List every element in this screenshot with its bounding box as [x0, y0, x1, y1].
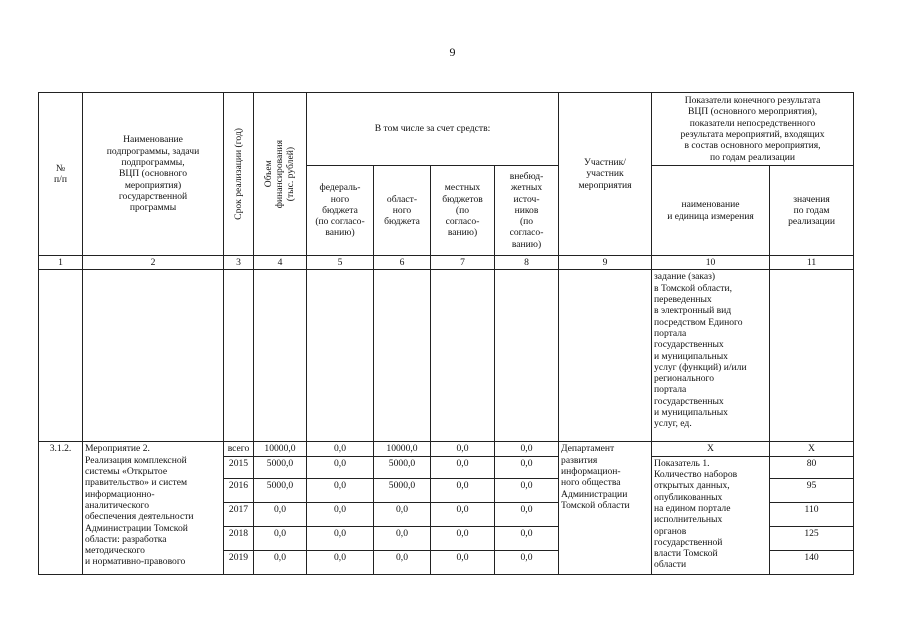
volume-cell: 10000,0	[254, 442, 307, 456]
continuation-row	[39, 270, 854, 442]
local-cell: 0,0	[431, 502, 495, 526]
header-period	[224, 93, 254, 256]
column-number: 4	[254, 256, 307, 270]
indicator-value: 95	[770, 478, 854, 502]
year-cell: 2018	[224, 526, 254, 550]
regional-cell: 10000,0	[374, 442, 431, 456]
table-row	[39, 442, 854, 456]
column-number: 1	[39, 256, 83, 270]
indicator-name: Показатель 1. Количество наборов открытых данных, опубликованных на едином портале исполнительных органов государственной власти Томской области	[652, 456, 770, 574]
header-indicator-name: наименование и единица измерения	[652, 166, 770, 256]
local-cell: 0,0	[431, 526, 495, 550]
year-cell: 2017	[224, 502, 254, 526]
extrabudget-cell: 0,0	[495, 478, 559, 502]
federal-cell: 0,0	[307, 442, 374, 456]
column-number: 9	[559, 256, 652, 270]
local-cell: 0,0	[431, 442, 495, 456]
federal-cell: 0,0	[307, 478, 374, 502]
header-name: Наименование подпрограммы, задачи подпрограммы, ВЦП (основного мероприятия) государственной программы	[83, 93, 224, 256]
federal-cell: 0,0	[307, 456, 374, 478]
volume-cell: 0,0	[254, 502, 307, 526]
extrabudget-cell: 0,0	[495, 456, 559, 478]
column-number: 11	[770, 256, 854, 270]
column-number: 2	[83, 256, 224, 270]
local-cell: 0,0	[431, 550, 495, 574]
indicator-total-mark: X	[652, 442, 770, 456]
header-regional: област- ного бюджета	[374, 166, 431, 256]
activity-number: 3.1.2.	[39, 442, 83, 574]
federal-cell: 0,0	[307, 526, 374, 550]
volume-cell: 0,0	[254, 526, 307, 550]
year-cell: 2016	[224, 478, 254, 502]
header-participant: Участник/ участник мероприятия	[559, 93, 652, 256]
indicator-total-value: X	[770, 442, 854, 456]
column-number: 10	[652, 256, 770, 270]
volume-cell: 0,0	[254, 550, 307, 574]
regional-cell: 0,0	[374, 526, 431, 550]
year-cell: всего	[224, 442, 254, 456]
column-number: 5	[307, 256, 374, 270]
header-period-text: Срок реализации (год)	[232, 128, 244, 220]
header-indicators-group: Показатели конечного результата ВЦП (основного мероприятия), показатели непосредственного результата мероприятий, входящих в состав основного мероприятия, по годам реализации	[652, 93, 854, 166]
volume-cell: 5000,0	[254, 456, 307, 478]
year-cell: 2019	[224, 550, 254, 574]
indicator-value: 80	[770, 456, 854, 478]
page-number: 9	[449, 45, 456, 59]
header-local: местных бюджетов (по согласо- ванию)	[431, 166, 495, 256]
extrabudget-cell: 0,0	[495, 442, 559, 456]
column-number: 7	[431, 256, 495, 270]
indicator-value: 110	[770, 502, 854, 526]
header-indicator-values: значения по годам реализации	[770, 166, 854, 256]
activity-name: Мероприятие 2. Реализация комплексной системы «Открытое правительство» и систем информационно- аналитического обеспечения деятельности Администрации Томской области: разработка методического и нормативно-правового	[83, 442, 224, 574]
column-number: 6	[374, 256, 431, 270]
extrabudget-cell: 0,0	[495, 526, 559, 550]
volume-cell: 5000,0	[254, 478, 307, 502]
local-cell: 0,0	[431, 478, 495, 502]
local-cell: 0,0	[431, 456, 495, 478]
column-number: 3	[224, 256, 254, 270]
extrabudget-cell: 0,0	[495, 550, 559, 574]
header-volume-text: Объем финансирования (тыс. рублей)	[263, 139, 297, 209]
regional-cell: 5000,0	[374, 478, 431, 502]
header-volume	[254, 93, 307, 256]
extrabudget-cell: 0,0	[495, 502, 559, 526]
program-table	[38, 92, 854, 575]
indicator-value: 140	[770, 550, 854, 574]
header-federal: федераль- ного бюджета (по согласо- ванию)	[307, 166, 374, 256]
regional-cell: 0,0	[374, 550, 431, 574]
regional-cell: 5000,0	[374, 456, 431, 478]
header-extrabudget: внебюд- жетных источ- ников (по согласо- ванию)	[495, 166, 559, 256]
year-cell: 2015	[224, 456, 254, 478]
federal-cell: 0,0	[307, 502, 374, 526]
federal-cell: 0,0	[307, 550, 374, 574]
indicator-value: 125	[770, 526, 854, 550]
continued-indicator-text: задание (заказ) в Томской области, переведенных в электронный вид посредством Единого портала государственных и муниципальных услуг (функций) и/или регионального портала государственных и муниципальных услуг, ед.	[652, 270, 770, 442]
activity-participant: Департамент развития информацион- ного общества Администрации Томской области	[559, 442, 652, 574]
header-number: № п/п	[39, 93, 83, 256]
regional-cell: 0,0	[374, 502, 431, 526]
column-number: 8	[495, 256, 559, 270]
column-number-row	[39, 256, 854, 270]
header-funding-group: В том числе за счет средств:	[307, 93, 559, 166]
